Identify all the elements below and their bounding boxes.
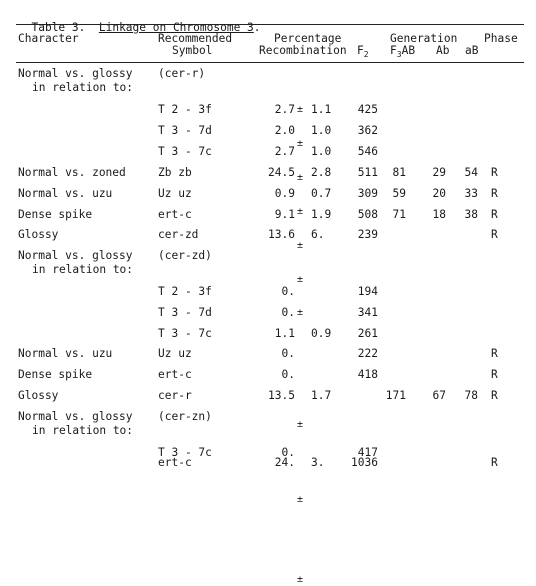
cell-character: Normal vs. glossy — [18, 67, 133, 80]
header-f3-prefix: F — [390, 44, 397, 57]
cell-recombination: 0. — [281, 306, 295, 319]
plus-minus-icon: ± — [297, 240, 304, 251]
cell-f3ab: 81 — [392, 166, 406, 179]
cell-symbol: ert-c — [158, 456, 192, 469]
cell-character: Normal vs. uzu — [18, 187, 113, 200]
header-ab-lower: aB — [465, 44, 479, 57]
cell-f2: 362 — [357, 124, 378, 137]
cell-ab-lower: 54 — [464, 166, 478, 179]
cell-f2: 239 — [357, 228, 378, 241]
cell-error: 0.7 — [311, 187, 332, 200]
cell-phase: R — [491, 208, 498, 221]
cell-f2: 222 — [357, 347, 378, 360]
table-title-text: Linkage on Chromosome 3 — [98, 21, 254, 34]
cell-recombination: 24. — [274, 456, 295, 469]
cell-f2: 417 — [357, 446, 378, 459]
cell-phase: R — [491, 456, 498, 469]
cell-character: Glossy — [18, 389, 59, 402]
cell-ab-upper: 18 — [432, 208, 446, 221]
cell-error: 0.9 — [311, 327, 332, 340]
cell-symbol: Uz uz — [158, 347, 192, 360]
cell-ab-upper: 29 — [432, 166, 446, 179]
cell-error: 1.7 — [311, 389, 332, 402]
header-f3-sub: 3 — [396, 50, 402, 59]
cell-f2: 341 — [357, 306, 378, 319]
plus-minus-icon: ± — [297, 307, 304, 318]
cell-f3ab: 171 — [385, 389, 406, 402]
header-phase: Phase — [484, 32, 518, 45]
plus-minus-icon: ± — [297, 104, 304, 115]
cell-f2: 261 — [357, 327, 378, 340]
header-f2 — [357, 44, 369, 58]
cell-error: 6. — [311, 228, 325, 241]
cell-recombination: 13.6 — [268, 228, 295, 241]
cell-symbol: cer-r — [158, 389, 192, 402]
cell-recombination: 2.7 — [274, 103, 295, 116]
cell-symbol: T 3 - 7d — [158, 124, 212, 137]
table-title — [18, 8, 261, 34]
cell-ab-lower: 38 — [464, 208, 478, 221]
cell-ab-lower: 33 — [464, 187, 478, 200]
cell-character: Normal vs. glossy — [18, 249, 133, 262]
cell-symbol: Uz uz — [158, 187, 192, 200]
header-recombination: Recombination — [259, 44, 347, 57]
header-character: Character — [18, 32, 79, 45]
header-f2-base: F — [357, 44, 364, 57]
cell-error: 1.0 — [311, 145, 332, 158]
cell-symbol: ert-c — [158, 368, 192, 381]
table-title-end: . — [253, 21, 261, 34]
plus-minus-icon: ± — [297, 206, 304, 217]
header-rule — [16, 62, 524, 63]
plus-minus-icon: ± — [297, 138, 304, 149]
cell-character: in relation to: — [32, 424, 134, 437]
cell-ab-upper: 20 — [432, 187, 446, 200]
cell-recombination: 2.7 — [274, 145, 295, 158]
cell-recombination: 9.1 — [274, 208, 295, 221]
plus-minus-icon: ± — [297, 172, 304, 183]
cell-f2: 546 — [357, 145, 378, 158]
header-generation: Generation — [390, 32, 458, 45]
cell-f2: 508 — [357, 208, 378, 221]
cell-recombination: 2.0 — [274, 124, 295, 137]
cell-recombination: 0. — [281, 368, 295, 381]
cell-symbol: T 3 - 7c — [158, 446, 212, 459]
cell-phase: R — [491, 166, 498, 179]
plus-minus-icon: ± — [297, 574, 304, 585]
cell-phase: R — [491, 187, 498, 200]
cell-character: in relation to: — [32, 263, 134, 276]
cell-f2: 425 — [357, 103, 378, 116]
plus-minus-icon: ± — [297, 419, 304, 430]
cell-symbol: Zb zb — [158, 166, 192, 179]
header-ab-upper: Ab — [436, 44, 450, 57]
cell-character: Dense spike — [18, 208, 93, 221]
cell-symbol: T 3 - 7d — [158, 306, 212, 319]
cell-recombination: 0. — [281, 285, 295, 298]
cell-recombination: 24.5 — [268, 166, 295, 179]
cell-f2: 194 — [357, 285, 378, 298]
cell-error: 2.8 — [311, 166, 332, 179]
header-f3-suffix: AB — [401, 44, 416, 57]
cell-character: Normal vs. uzu — [18, 347, 113, 360]
header-f2-sub: 2 — [363, 50, 369, 59]
cell-f3ab: 71 — [392, 208, 406, 221]
cell-recombination: 1.1 — [274, 327, 295, 340]
cell-character: Normal vs. glossy — [18, 410, 133, 423]
plus-minus-icon: ± — [297, 494, 304, 505]
cell-error: 1.0 — [311, 124, 332, 137]
cell-recombination: 0. — [281, 347, 295, 360]
cell-recombination: 13.5 — [268, 389, 295, 402]
cell-f2: 1036 — [351, 456, 378, 469]
cell-f3ab: 59 — [392, 187, 406, 200]
cell-ab-lower: 78 — [464, 389, 478, 402]
cell-symbol: T 2 - 3f — [158, 285, 212, 298]
cell-phase: R — [491, 228, 498, 241]
cell-error: 1.9 — [311, 208, 332, 221]
cell-f2: 309 — [357, 187, 378, 200]
header-percentage: Percentage — [274, 32, 342, 45]
plus-minus-icon: ± — [297, 274, 304, 285]
cell-symbol: ert-c — [158, 208, 192, 221]
cell-symbol: T 3 - 7c — [158, 145, 212, 158]
cell-ab-upper: 67 — [432, 389, 446, 402]
cell-character: Glossy — [18, 228, 59, 241]
cell-error: 1.1 — [311, 103, 332, 116]
cell-symbol: T 2 - 3f — [158, 103, 212, 116]
cell-error: 3. — [311, 456, 325, 469]
cell-symbol: T 3 - 7c — [158, 327, 212, 340]
top-rule — [16, 24, 524, 25]
cell-f2: 418 — [357, 368, 378, 381]
cell-recombination: 0. — [281, 446, 295, 459]
cell-symbol: (cer-r) — [158, 67, 206, 80]
cell-f2: 511 — [357, 166, 378, 179]
cell-character: in relation to: — [32, 81, 134, 94]
cell-character: Dense spike — [18, 368, 93, 381]
cell-character: Normal vs. zoned — [18, 166, 126, 179]
cell-recombination: 0.9 — [274, 187, 295, 200]
cell-symbol: cer-zd — [158, 228, 199, 241]
cell-phase: R — [491, 368, 498, 381]
cell-symbol: (cer-zn) — [158, 410, 212, 423]
header-f3ab — [390, 44, 415, 58]
cell-symbol: (cer-zd) — [158, 249, 212, 262]
header-symbol: Symbol — [172, 44, 213, 57]
cell-phase: R — [491, 389, 498, 402]
table-title-label: Table 3. — [31, 21, 86, 34]
header-recommended: Recommended — [158, 32, 233, 45]
cell-phase: R — [491, 347, 498, 360]
